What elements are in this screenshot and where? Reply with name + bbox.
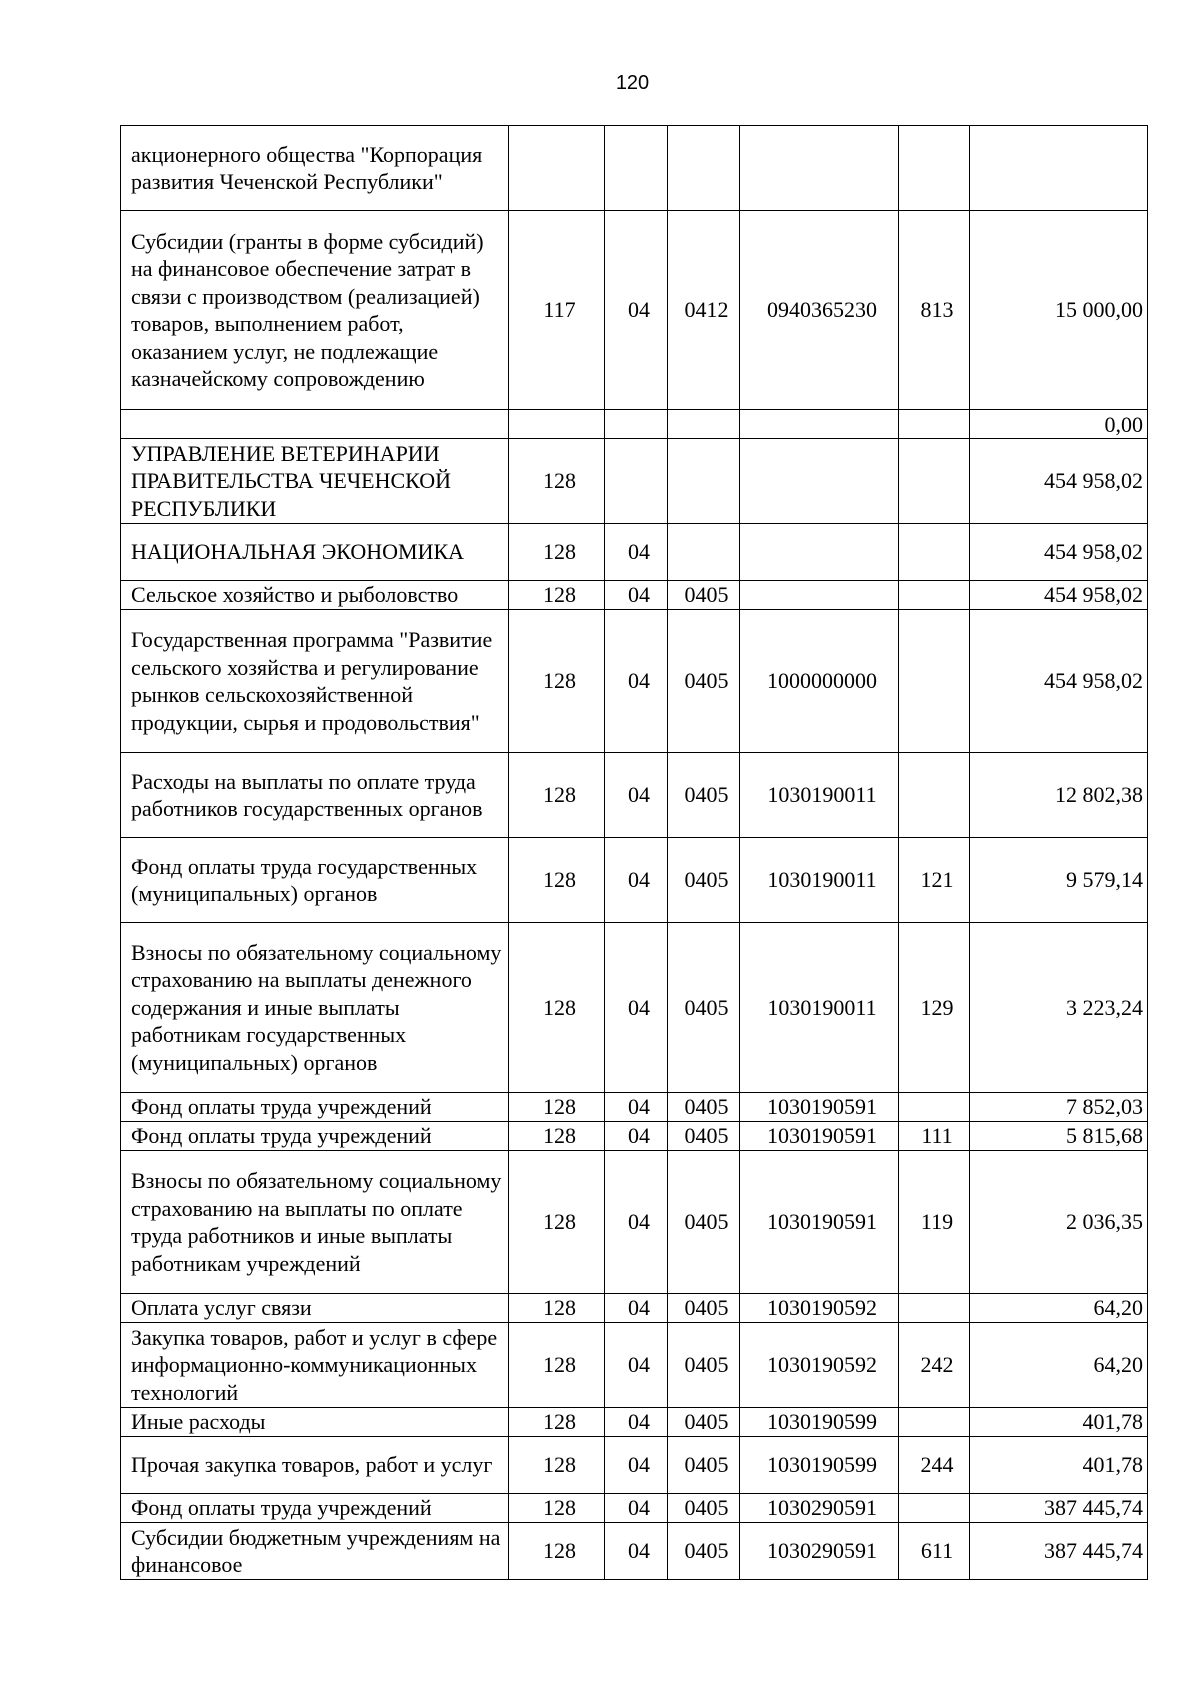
cell-subsection-code: 0405 <box>668 1408 740 1437</box>
cell-ministry-code: 128 <box>509 1408 605 1437</box>
cell-expense-type <box>899 1294 970 1323</box>
cell-section-code: 04 <box>605 753 668 838</box>
cell-target-article: 1030190011 <box>740 753 899 838</box>
cell-section-code <box>605 126 668 211</box>
cell-target-article <box>740 410 899 439</box>
cell-subsection-code: 0405 <box>668 1494 740 1523</box>
cell-ministry-code: 128 <box>509 1523 605 1580</box>
cell-item-name: УПРАВЛЕНИЕ ВЕТЕРИНАРИИ ПРАВИТЕЛЬСТВА ЧЕЧЕНСКОЙ РЕСПУБЛИКИ <box>121 439 509 524</box>
budget-table <box>120 125 1148 1580</box>
cell-subsection-code: 0405 <box>668 581 740 610</box>
cell-item-name: Государственная программа "Развитие сельского хозяйства и регулирование рынков сельскохозяйственной продукции, сырья и продовольствия" <box>121 610 509 753</box>
cell-expense-type <box>899 581 970 610</box>
cell-item-name: Взносы по обязательному социальному страхованию на выплаты по оплате труда работников и иные выплаты работникам учреждений <box>121 1151 509 1294</box>
cell-ministry-code: 128 <box>509 1151 605 1294</box>
table-row <box>121 1408 1148 1437</box>
cell-subsection-code: 0405 <box>668 838 740 923</box>
cell-ministry-code: 128 <box>509 753 605 838</box>
cell-target-article <box>740 581 899 610</box>
cell-sum: 454 958,02 <box>970 439 1148 524</box>
cell-subsection-code: 0405 <box>668 1523 740 1580</box>
cell-item-name: Субсидии бюджетным учреждениям на финансовое <box>121 1523 509 1580</box>
cell-sum: 387 445,74 <box>970 1523 1148 1580</box>
table-row <box>121 410 1148 439</box>
cell-sum: 401,78 <box>970 1408 1148 1437</box>
cell-section-code: 04 <box>605 1437 668 1494</box>
cell-ministry-code <box>509 410 605 439</box>
cell-subsection-code <box>668 524 740 581</box>
cell-item-name: Фонд оплаты труда учреждений <box>121 1093 509 1122</box>
cell-item-name: Оплата услуг связи <box>121 1294 509 1323</box>
cell-subsection-code <box>668 126 740 211</box>
table-row <box>121 1494 1148 1523</box>
cell-ministry-code <box>509 126 605 211</box>
cell-section-code: 04 <box>605 1151 668 1294</box>
cell-section-code: 04 <box>605 1523 668 1580</box>
cell-sum: 7 852,03 <box>970 1093 1148 1122</box>
cell-subsection-code: 0405 <box>668 753 740 838</box>
table-row <box>121 1294 1148 1323</box>
cell-sum: 0,00 <box>970 410 1148 439</box>
table-row <box>121 581 1148 610</box>
cell-item-name: Прочая закупка товаров, работ и услуг <box>121 1437 509 1494</box>
cell-subsection-code: 0405 <box>668 1437 740 1494</box>
cell-subsection-code: 0405 <box>668 923 740 1093</box>
cell-target-article: 1030190591 <box>740 1122 899 1151</box>
cell-item-name: Закупка товаров, работ и услуг в сфере информационно-коммуникационных технологий <box>121 1323 509 1408</box>
cell-section-code <box>605 410 668 439</box>
cell-section-code <box>605 439 668 524</box>
cell-target-article: 1030190592 <box>740 1323 899 1408</box>
cell-target-article: 1030190011 <box>740 838 899 923</box>
page-number: 120 <box>615 72 650 94</box>
table-row <box>121 439 1148 524</box>
cell-item-name: Субсидии (гранты в форме субсидий) на финансовое обеспечение затрат в связи с производством (реализацией) товаров, выполнением работ, оказанием услуг, не подлежащие казначейскому сопровождению <box>121 211 509 410</box>
cell-section-code: 04 <box>605 211 668 410</box>
cell-sum: 387 445,74 <box>970 1494 1148 1523</box>
cell-subsection-code: 0405 <box>668 1323 740 1408</box>
cell-target-article: 1000000000 <box>740 610 899 753</box>
cell-ministry-code: 128 <box>509 1122 605 1151</box>
table-row <box>121 838 1148 923</box>
cell-expense-type <box>899 410 970 439</box>
cell-target-article: 1030190011 <box>740 923 899 1093</box>
table-row <box>121 1093 1148 1122</box>
cell-subsection-code: 0405 <box>668 610 740 753</box>
cell-target-article <box>740 126 899 211</box>
cell-item-name: Сельское хозяйство и рыболовство <box>121 581 509 610</box>
cell-expense-type: 121 <box>899 838 970 923</box>
cell-ministry-code: 128 <box>509 923 605 1093</box>
cell-ministry-code: 117 <box>509 211 605 410</box>
cell-target-article <box>740 524 899 581</box>
cell-sum: 454 958,02 <box>970 581 1148 610</box>
cell-section-code: 04 <box>605 923 668 1093</box>
cell-sum: 15 000,00 <box>970 211 1148 410</box>
cell-section-code: 04 <box>605 1294 668 1323</box>
cell-expense-type: 611 <box>899 1523 970 1580</box>
cell-expense-type: 111 <box>899 1122 970 1151</box>
cell-sum: 454 958,02 <box>970 610 1148 753</box>
cell-target-article: 1030290591 <box>740 1494 899 1523</box>
cell-subsection-code <box>668 439 740 524</box>
table-row <box>121 1437 1148 1494</box>
cell-section-code: 04 <box>605 838 668 923</box>
cell-section-code: 04 <box>605 610 668 753</box>
table-row <box>121 1523 1148 1580</box>
cell-expense-type: 813 <box>899 211 970 410</box>
cell-subsection-code: 0412 <box>668 211 740 410</box>
cell-ministry-code: 128 <box>509 1323 605 1408</box>
cell-ministry-code: 128 <box>509 439 605 524</box>
cell-expense-type <box>899 439 970 524</box>
cell-subsection-code <box>668 410 740 439</box>
cell-sum <box>970 126 1148 211</box>
table-row <box>121 1323 1148 1408</box>
table-row <box>121 1151 1148 1294</box>
cell-sum: 64,20 <box>970 1294 1148 1323</box>
cell-section-code: 04 <box>605 1122 668 1151</box>
cell-sum: 401,78 <box>970 1437 1148 1494</box>
table-row <box>121 1122 1148 1151</box>
cell-section-code: 04 <box>605 1093 668 1122</box>
cell-subsection-code: 0405 <box>668 1294 740 1323</box>
cell-ministry-code: 128 <box>509 524 605 581</box>
table-row <box>121 211 1148 410</box>
cell-ministry-code: 128 <box>509 1093 605 1122</box>
cell-ministry-code: 128 <box>509 1437 605 1494</box>
cell-expense-type: 242 <box>899 1323 970 1408</box>
table-row <box>121 753 1148 838</box>
cell-section-code: 04 <box>605 581 668 610</box>
cell-target-article: 0940365230 <box>740 211 899 410</box>
cell-sum: 2 036,35 <box>970 1151 1148 1294</box>
cell-item-name: Фонд оплаты труда учреждений <box>121 1122 509 1151</box>
cell-subsection-code: 0405 <box>668 1151 740 1294</box>
cell-sum: 12 802,38 <box>970 753 1148 838</box>
cell-target-article: 1030190591 <box>740 1151 899 1294</box>
cell-subsection-code: 0405 <box>668 1093 740 1122</box>
cell-sum: 454 958,02 <box>970 524 1148 581</box>
cell-expense-type <box>899 1093 970 1122</box>
cell-sum: 3 223,24 <box>970 923 1148 1093</box>
cell-expense-type <box>899 610 970 753</box>
cell-item-name: НАЦИОНАЛЬНАЯ ЭКОНОМИКА <box>121 524 509 581</box>
table-row <box>121 126 1148 211</box>
cell-item-name: Фонд оплаты труда государственных (муниципальных) органов <box>121 838 509 923</box>
cell-section-code: 04 <box>605 1494 668 1523</box>
cell-target-article: 1030190599 <box>740 1408 899 1437</box>
cell-target-article: 1030290591 <box>740 1523 899 1580</box>
cell-expense-type <box>899 753 970 838</box>
cell-item-name: Взносы по обязательному социальному страхованию на выплаты денежного содержания и иные выплаты работникам государственных (муниципальных) органов <box>121 923 509 1093</box>
cell-target-article <box>740 439 899 524</box>
budget-table-body <box>121 126 1148 1580</box>
cell-target-article: 1030190592 <box>740 1294 899 1323</box>
table-row <box>121 524 1148 581</box>
cell-section-code: 04 <box>605 1323 668 1408</box>
cell-expense-type <box>899 1408 970 1437</box>
cell-section-code: 04 <box>605 524 668 581</box>
cell-expense-type: 129 <box>899 923 970 1093</box>
cell-item-name <box>121 410 509 439</box>
cell-item-name: Расходы на выплаты по оплате труда работников государственных органов <box>121 753 509 838</box>
cell-subsection-code: 0405 <box>668 1122 740 1151</box>
cell-expense-type <box>899 524 970 581</box>
cell-ministry-code: 128 <box>509 581 605 610</box>
cell-ministry-code: 128 <box>509 610 605 753</box>
cell-ministry-code: 128 <box>509 1494 605 1523</box>
table-row <box>121 923 1148 1093</box>
cell-expense-type: 119 <box>899 1151 970 1294</box>
cell-ministry-code: 128 <box>509 838 605 923</box>
cell-item-name: Иные расходы <box>121 1408 509 1437</box>
cell-ministry-code: 128 <box>509 1294 605 1323</box>
cell-item-name: акционерного общества "Корпорация развития Чеченской Республики" <box>121 126 509 211</box>
table-row <box>121 610 1148 753</box>
cell-section-code: 04 <box>605 1408 668 1437</box>
cell-sum: 5 815,68 <box>970 1122 1148 1151</box>
cell-target-article: 1030190591 <box>740 1093 899 1122</box>
cell-expense-type: 244 <box>899 1437 970 1494</box>
cell-expense-type <box>899 1494 970 1523</box>
cell-sum: 9 579,14 <box>970 838 1148 923</box>
cell-item-name: Фонд оплаты труда учреждений <box>121 1494 509 1523</box>
cell-sum: 64,20 <box>970 1323 1148 1408</box>
cell-target-article: 1030190599 <box>740 1437 899 1494</box>
cell-expense-type <box>899 126 970 211</box>
